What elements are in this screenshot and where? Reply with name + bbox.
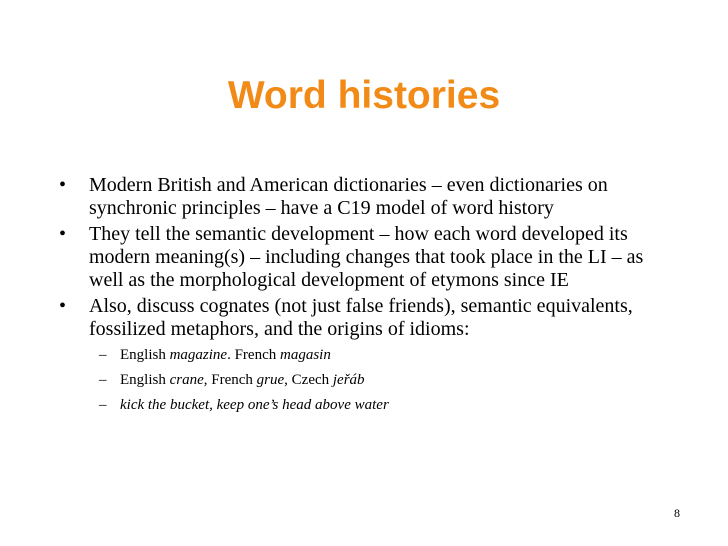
example-word: magasin [280, 347, 331, 363]
idiom-text: kick the bucket, keep one’s head above water [120, 397, 389, 413]
example-text: . French [227, 347, 280, 363]
bullet-marker: • [59, 295, 67, 317]
bullet-item [56, 174, 676, 220]
bullet-marker: • [59, 174, 67, 196]
sub-bullet-item [89, 371, 676, 389]
example-text: English [120, 347, 170, 363]
example-word: crane [169, 372, 204, 388]
sub-bullet-item [89, 396, 676, 414]
example-word: grue [256, 372, 285, 388]
bullet-item [56, 295, 676, 414]
dash-marker: – [99, 397, 107, 413]
dash-marker: – [99, 347, 107, 363]
bullet-item [56, 223, 676, 292]
example-text: English [120, 372, 170, 388]
bullet-text: Also, discuss cognates (not just false friends), semantic equivalents, fossilized metaphors, and the origins of idioms: [89, 295, 633, 340]
bullet-text: Modern British and American dictionaries – even dictionaries on synchronic principles – have a C19 model of word history [89, 174, 608, 219]
dash-marker: – [99, 372, 107, 388]
bullet-list [56, 174, 676, 421]
bullet-text: They tell the semantic development – how each word developed its modern meaning(s) – including changes that took place in the LI – as well as the morphological development of etymons since IE [89, 223, 644, 291]
example-text: , Czech [284, 372, 333, 388]
bullet-marker: • [59, 223, 67, 245]
example-word: jeřáb [332, 372, 365, 388]
sub-bullet-list [89, 346, 676, 414]
slide-title: Word histories [227, 74, 501, 117]
page-number: 8 [674, 506, 680, 520]
example-text: , French [203, 372, 257, 388]
example-word: magazine [169, 347, 228, 363]
sub-bullet-item [89, 346, 676, 364]
